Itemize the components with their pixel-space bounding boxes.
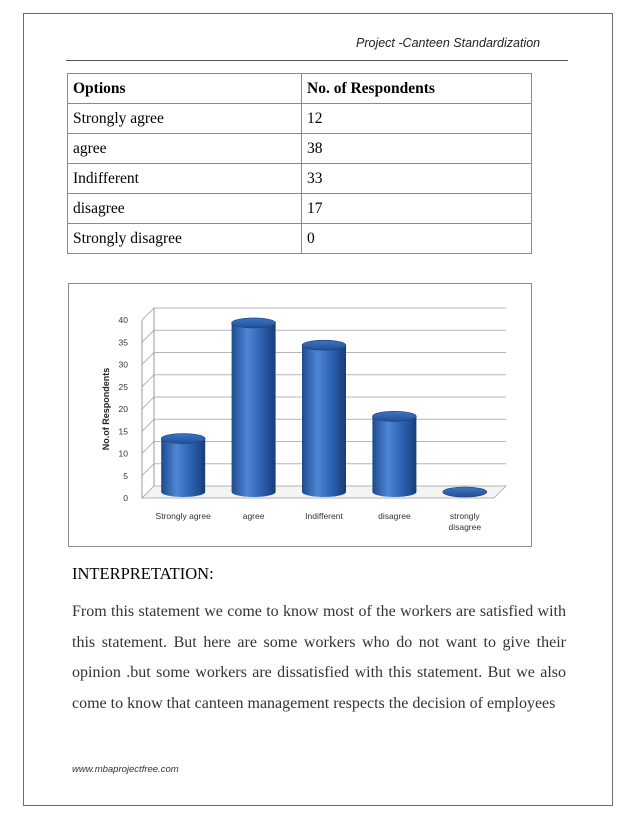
table-row bbox=[68, 104, 532, 134]
table-cell-option: agree bbox=[68, 134, 302, 164]
chart-canvas bbox=[69, 284, 531, 546]
y-tick-label: 0 bbox=[123, 493, 128, 503]
gridline-depth bbox=[142, 353, 154, 365]
bar-cap bbox=[443, 487, 487, 497]
y-tick-label: 35 bbox=[118, 337, 128, 348]
y-tick-label: 40 bbox=[118, 315, 128, 325]
y-tick-label: 20 bbox=[118, 404, 128, 414]
table-header-row bbox=[68, 74, 532, 104]
footer-url: www.mbaprojectfree.com bbox=[72, 764, 179, 775]
bar bbox=[232, 323, 276, 497]
y-axis-title: No.of Respondents bbox=[101, 367, 111, 451]
page-header: Project -Canteen Standardization bbox=[356, 36, 541, 50]
y-tick-label: 10 bbox=[118, 448, 128, 459]
gridline-depth bbox=[142, 419, 154, 431]
gridline-depth bbox=[142, 464, 154, 476]
gridline-depth bbox=[142, 308, 154, 320]
bar-cap bbox=[232, 318, 276, 328]
interpretation-body: From this statement we come to know most of the workers are satisfied with this statement. But here are some workers who do not want to give their opinion .but some workers are dissatisfied with this statement. But we also come to know that canteen management respects the decision of employees bbox=[72, 603, 566, 712]
table-cell-count: 0 bbox=[302, 224, 532, 254]
x-tick-label: disagree bbox=[378, 511, 411, 521]
table-row bbox=[68, 164, 532, 194]
y-tick-label: 15 bbox=[118, 426, 128, 437]
header-rule bbox=[66, 60, 568, 61]
x-tick-label: agree bbox=[242, 511, 265, 521]
table-cell-count: 33 bbox=[302, 164, 532, 194]
x-tick-label: strongly bbox=[449, 511, 480, 521]
x-tick-label: Indifferent bbox=[305, 511, 343, 521]
table-row bbox=[68, 194, 532, 224]
x-tick-label: disagree bbox=[448, 522, 482, 532]
gridline-depth bbox=[142, 442, 154, 454]
table-cell-count: 12 bbox=[302, 104, 532, 134]
gridline-depth bbox=[142, 375, 154, 387]
respondents-chart bbox=[68, 283, 532, 547]
table-cell-count: 38 bbox=[302, 134, 532, 164]
table-cell-count: 17 bbox=[302, 194, 532, 224]
table-cell-option: Strongly disagree bbox=[68, 224, 302, 254]
interpretation-title: INTERPRETATION: bbox=[72, 564, 214, 583]
y-tick-label: 25 bbox=[118, 381, 128, 392]
bar-cap bbox=[302, 340, 346, 350]
table-cell-option: Strongly agree bbox=[68, 104, 302, 134]
table-header-respondents: No. of Respondents bbox=[302, 74, 532, 104]
table-cell-option: disagree bbox=[68, 194, 302, 224]
bar bbox=[372, 416, 416, 497]
respondents-table bbox=[67, 73, 532, 254]
bar-cap bbox=[372, 411, 416, 421]
bar-cap bbox=[161, 434, 205, 444]
table-header-options: Options bbox=[68, 74, 302, 104]
y-tick-label: 5 bbox=[123, 470, 128, 481]
y-tick-label: 30 bbox=[118, 359, 128, 370]
table-row bbox=[68, 134, 532, 164]
gridline-depth bbox=[142, 397, 154, 409]
table-cell-option: Indifferent bbox=[68, 164, 302, 194]
table-row bbox=[68, 224, 532, 254]
bar bbox=[161, 439, 205, 497]
x-tick-label: Strongly agree bbox=[155, 511, 211, 521]
bar bbox=[302, 345, 346, 497]
gridline-depth bbox=[142, 330, 154, 342]
